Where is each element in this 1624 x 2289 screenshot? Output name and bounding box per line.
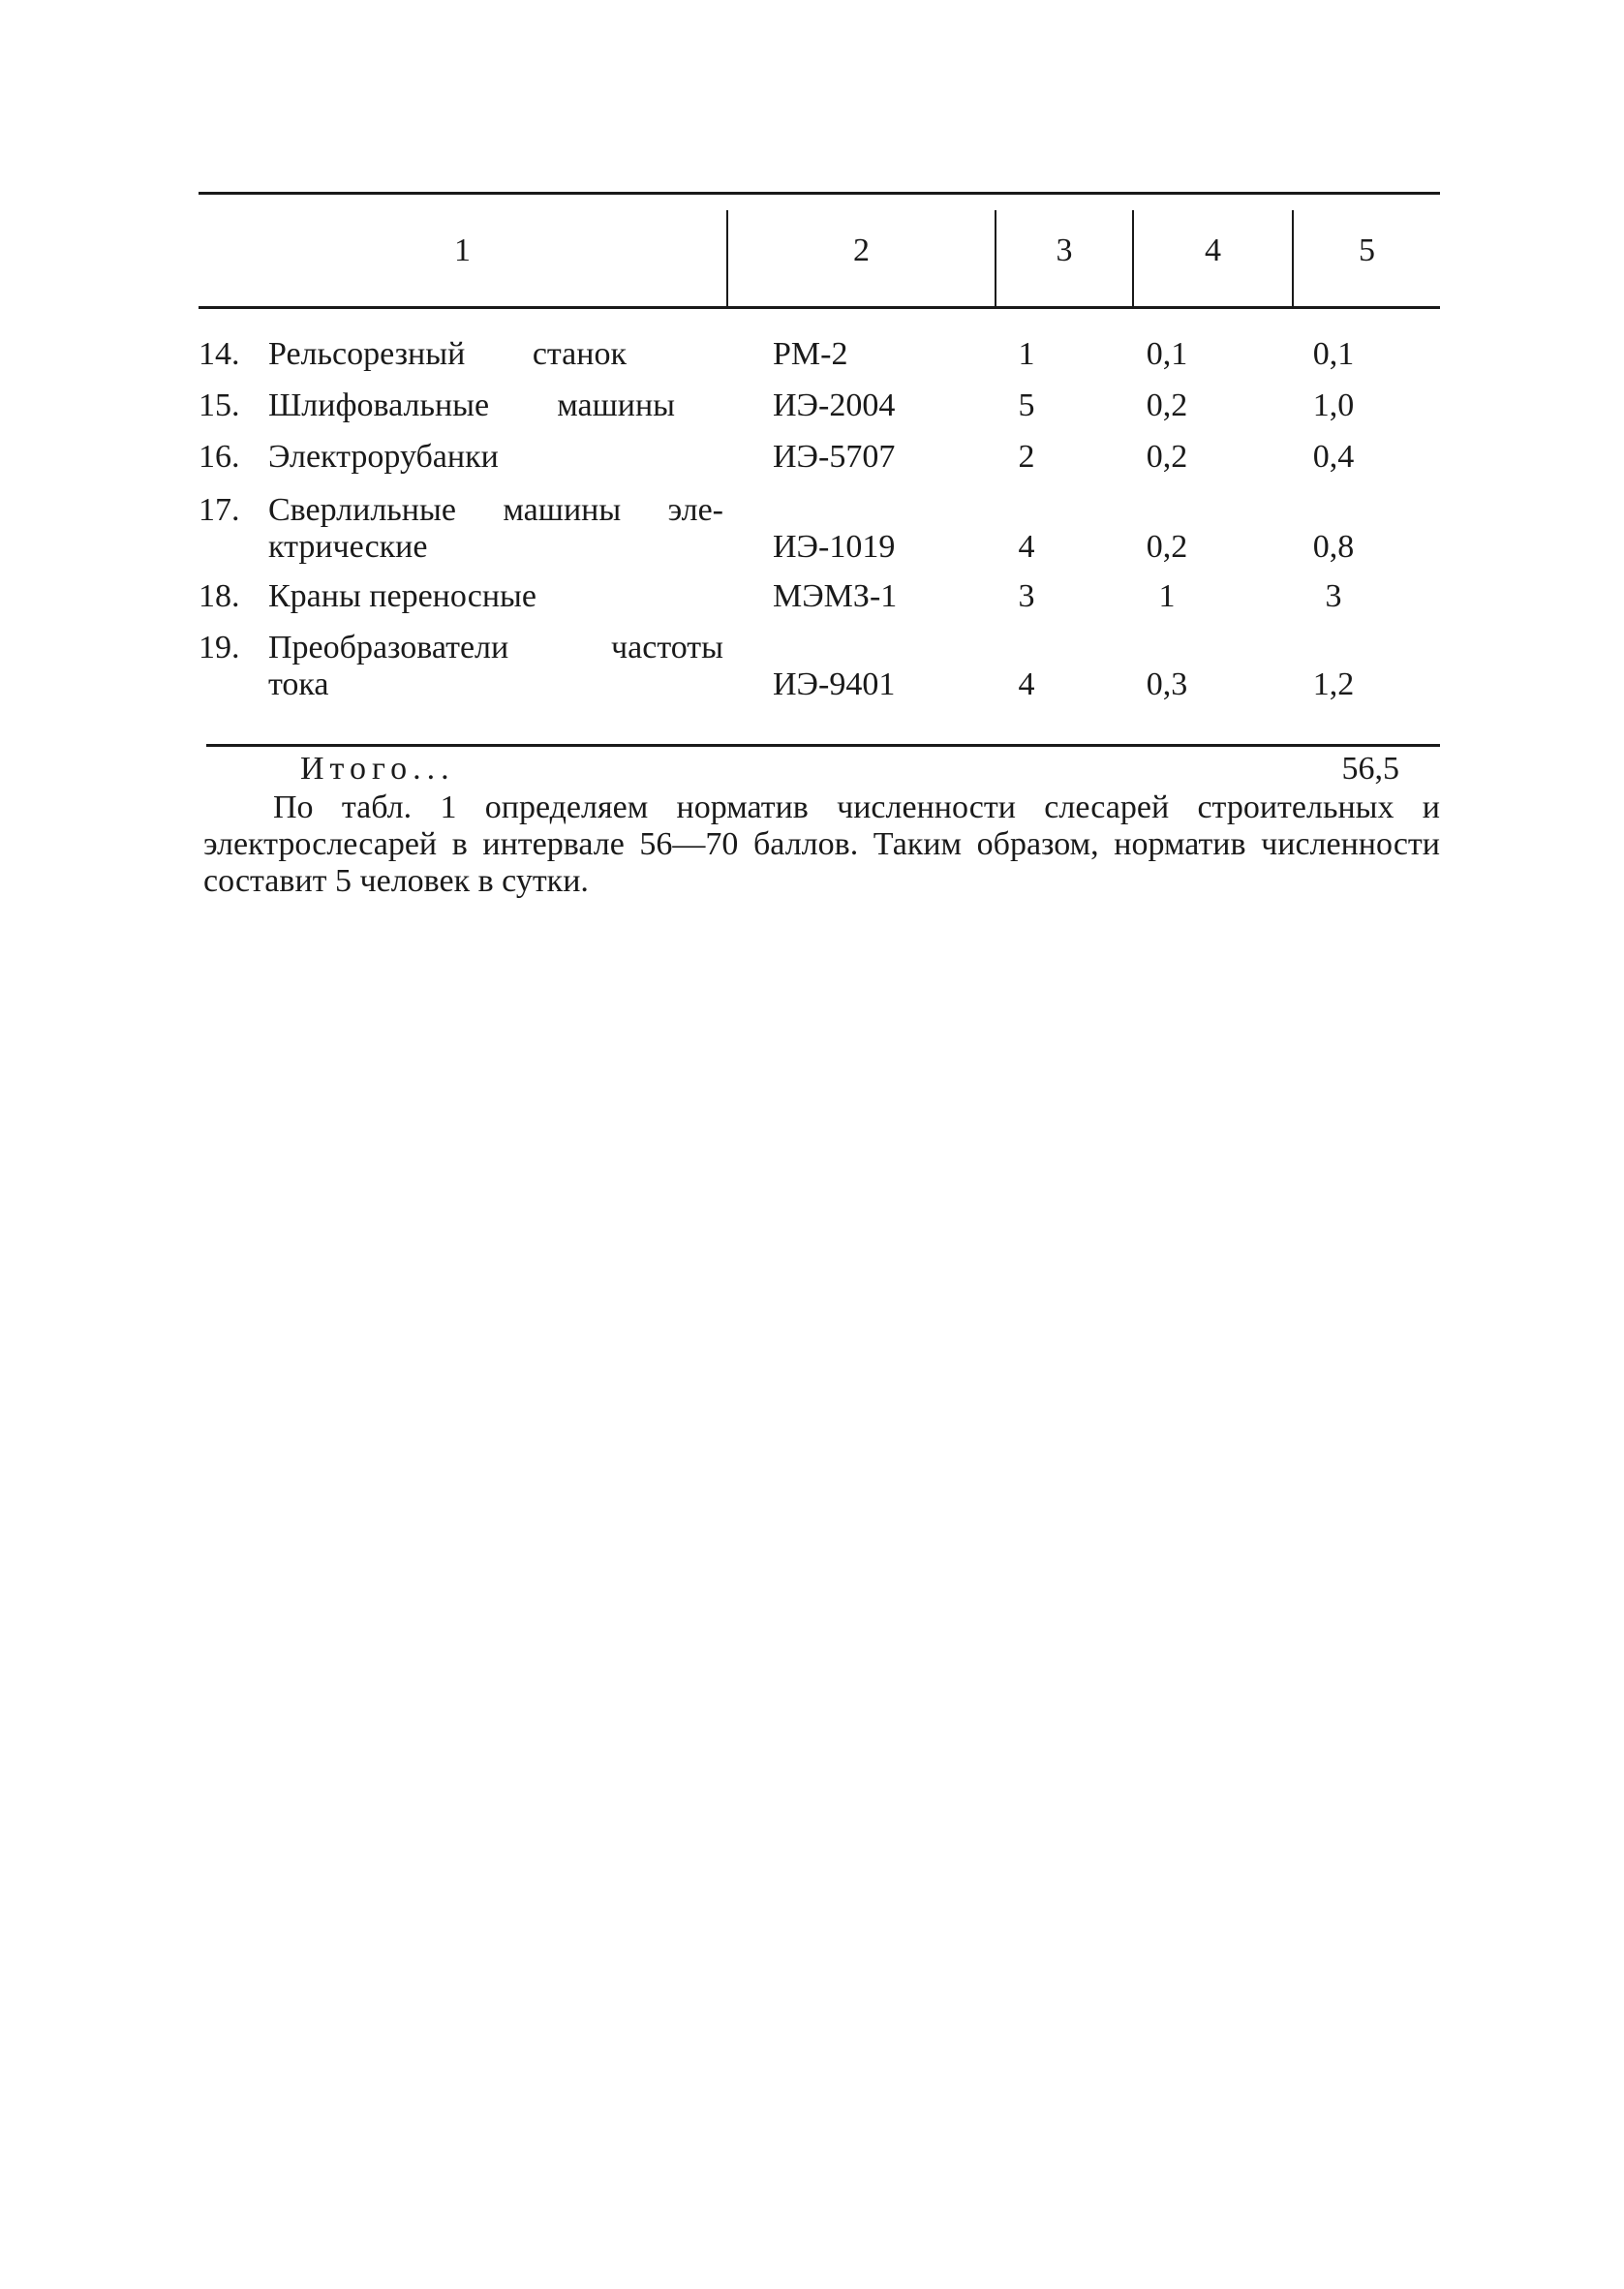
row-col-3: 1 xyxy=(1018,336,1035,372)
row-model: РМ-2 xyxy=(773,336,848,372)
row-model: ИЭ-9401 xyxy=(773,666,896,702)
row-col-4: 0,2 xyxy=(1146,387,1188,423)
row-col-3: 5 xyxy=(1018,387,1035,423)
row-col-4: 1 xyxy=(1158,578,1176,614)
header-col-4: 4 xyxy=(1205,232,1221,268)
row-col-5: 1,0 xyxy=(1312,387,1355,423)
row-col-3: 3 xyxy=(1018,578,1035,614)
row-col-5: 0,4 xyxy=(1312,439,1355,475)
table-header-row xyxy=(199,199,1440,303)
row-model: ИЭ-2004 xyxy=(773,387,896,423)
row-col-3: 4 xyxy=(1018,666,1035,702)
total-label: Итого... xyxy=(300,751,455,787)
row-col-3: 2 xyxy=(1018,439,1035,475)
row-number: 16. xyxy=(199,439,240,475)
row-number: 19. xyxy=(199,630,240,665)
row-col-4: 0,2 xyxy=(1146,439,1188,475)
table-header-rule xyxy=(199,306,1440,309)
row-name-line: тока xyxy=(268,666,329,702)
row-name xyxy=(268,630,723,703)
row-col-3: 4 xyxy=(1018,529,1035,565)
row-name-line: Сверлильные машины эле- xyxy=(268,492,723,528)
row-name xyxy=(268,439,723,476)
header-col-1: 1 xyxy=(454,232,471,268)
row-col-5: 0,1 xyxy=(1312,336,1355,372)
row-name xyxy=(268,578,723,615)
row-name-line: Краны переносные xyxy=(268,578,536,614)
row-name-line: ктрические xyxy=(268,529,428,565)
header-col-5: 5 xyxy=(1359,232,1375,268)
table-top-rule xyxy=(199,192,1440,195)
row-name-line: Электрорубанки xyxy=(268,439,499,475)
row-name-line: Преобразователи частоты xyxy=(268,630,723,665)
row-model: ИЭ-1019 xyxy=(773,529,896,565)
row-number: 17. xyxy=(199,492,240,528)
row-col-4: 0,1 xyxy=(1146,336,1188,372)
row-name-line: Шлифовальные машины xyxy=(268,387,675,423)
row-name-line: Рельсорезный станок xyxy=(268,336,627,372)
conclusion-paragraph: По табл. 1 определяем норматив численности слесарей строительных и электрослесарей в интервале 56—70 баллов. Таким образом, норматив численности составит 5 человек в сутки. xyxy=(203,789,1440,899)
row-number: 15. xyxy=(199,387,240,423)
row-model: ИЭ-5707 xyxy=(773,439,896,475)
row-col-5: 0,8 xyxy=(1312,529,1355,565)
total-value: 56,5 xyxy=(1341,751,1399,787)
row-name xyxy=(268,336,723,373)
row-name xyxy=(268,387,723,424)
row-col-4: 0,2 xyxy=(1146,529,1188,565)
row-model: МЭМЗ-1 xyxy=(773,578,898,614)
row-col-5: 3 xyxy=(1325,578,1342,614)
row-number: 14. xyxy=(199,336,240,372)
row-number: 18. xyxy=(199,578,240,614)
header-col-3: 3 xyxy=(1056,232,1073,268)
row-col-5: 1,2 xyxy=(1312,666,1355,702)
header-col-2: 2 xyxy=(853,232,870,268)
row-col-4: 0,3 xyxy=(1146,666,1188,702)
row-name xyxy=(268,492,723,566)
table-bottom-rule xyxy=(206,744,1440,747)
total-row xyxy=(199,751,1440,791)
